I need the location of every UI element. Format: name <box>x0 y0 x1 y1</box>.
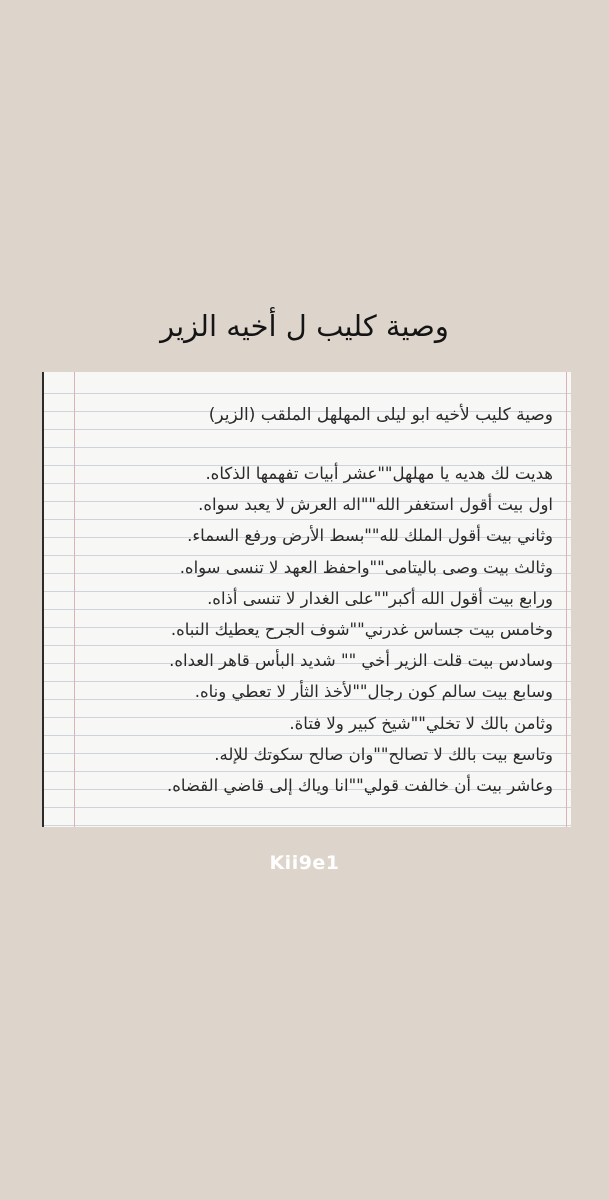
verse-list <box>167 458 553 801</box>
verse-line: ورابع بيت أقول الله أكبر""على الغدار لا تنسى أذاه. <box>207 588 553 608</box>
verse-line: وعاشر بيت أن خالفت قولي""انا وياك إلى قاضي القضاه. <box>167 775 553 795</box>
verse-line: اول بيت أقول استغفر الله""اله العرش لا يعبد سواه. <box>198 495 553 515</box>
verse-line: وثامن بالك لا تخلي""شيخ كبير ولا فتاة. <box>289 713 553 733</box>
verse-line: وسابع بيت سالم كون رجال""لأخذ الثأر لا تعطي وناه. <box>194 682 553 702</box>
verse-line: وتاسع بيت بالك لا تصالح""وان صالح سكوتك للإله. <box>214 744 553 764</box>
verse-line: وثالث بيت وصى باليتامى""واحفظ العهد لا تنسى سواه. <box>179 557 553 577</box>
verse-line: وثاني بيت أقول الملك لله""بسط الأرض ورفع السماء. <box>187 526 553 546</box>
verse-line: وخامس بيت جساس غدرني""شوف الجرح يعطيك النباه. <box>170 619 553 639</box>
margin-line <box>74 372 75 827</box>
notepad-paper <box>42 372 571 827</box>
verse-line: وسادس بيت قلت الزير أخي "" شديد البأس قاهر العداه. <box>169 651 553 671</box>
watermark: Kii9e1 <box>269 852 340 874</box>
margin-line <box>566 372 567 827</box>
page-title: وصية كليب ل أخيه الزير <box>160 309 449 343</box>
note-heading: وصية كليب لأخيه ابو ليلى المهلهل الملقب (الزير) <box>208 405 553 425</box>
verse-line: هديت لك هديه يا مهلهل""عشر أبيات تفهمها الذكاه. <box>205 464 553 483</box>
